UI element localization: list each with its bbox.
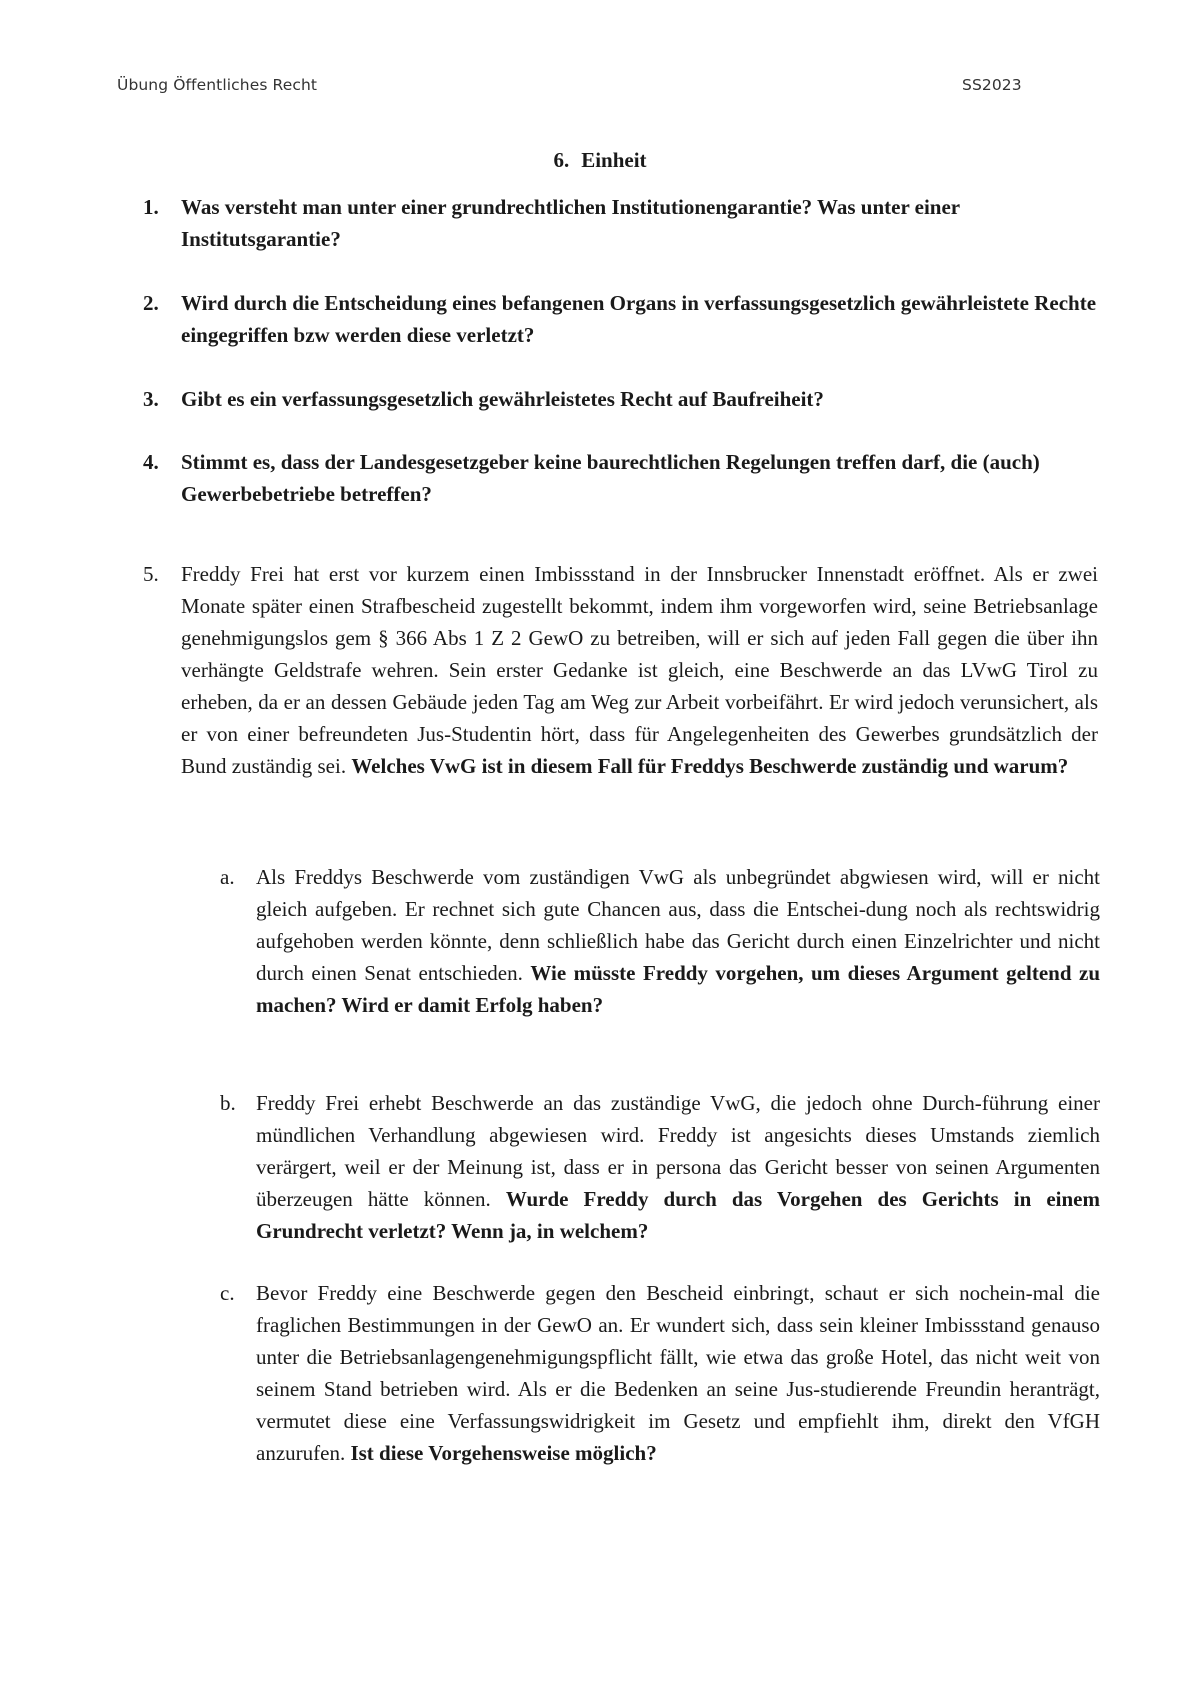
question-text: Was versteht man unter einer grundrechtlichen Institutionengarantie? Was unter einer Institutsgarantie? xyxy=(181,195,960,251)
subquestion-a xyxy=(220,861,1100,1021)
case-number: 5. xyxy=(143,562,159,586)
question-1 xyxy=(143,191,1093,255)
case-text: Freddy Frei hat erst vor kurzem einen Imbissstand in der Innsbrucker Innenstadt eröffnet. Als er zwei Monate später einen Strafbescheid zugestellt bekommt, indem ihm vorgeworfen wird, seine Betriebsanlage genehmigungslos gem § 366 Abs 1 Z 2 GewO zu betreiben, will er sich auf jeden Fall gegen die über ihn verhängte Geldstrafe wehren. Sein erster Gedanke ist gleich, eine Beschwerde an das LVwG Tirol zu erheben, da er an dessen Gebäude jeden Tag am Weg zur Arbeit vorbeifährt. Er wird jedoch verunsichert, als er von einer befreundeten Jus-Studentin hört, dass für Angelegenheiten des Gewerbes grundsätzlich der Bund zuständig sei. xyxy=(181,562,1098,778)
title-text: Einheit xyxy=(581,148,647,172)
header-course-title: Übung Öffentliches Recht xyxy=(117,76,318,94)
subquestion-question: Wurde Freddy durch das Vorgehen des Gerichts in einem Grundrecht verletzt? Wenn ja, in welchem? xyxy=(256,1187,1100,1243)
subquestion-question: Wie müsste Freddy vorgehen, um dieses Argument geltend zu machen? Wird er damit Erfolg haben? xyxy=(256,961,1101,1017)
header-semester: SS2023 xyxy=(962,76,1022,94)
subquestion-label: a. xyxy=(220,865,235,889)
question-2 xyxy=(143,287,1097,351)
subquestion-body xyxy=(256,1087,1100,1247)
subquestion-question: Ist diese Vorgehensweise möglich? xyxy=(350,1441,657,1465)
question-number: 2. xyxy=(143,291,159,315)
subquestion-b xyxy=(220,1087,1100,1247)
question-4 xyxy=(143,446,1093,510)
question-number: 3. xyxy=(143,387,159,411)
subquestion-c xyxy=(220,1277,1100,1469)
subquestion-label: b. xyxy=(220,1091,236,1115)
question-number: 1. xyxy=(143,195,159,219)
title-number: 6. xyxy=(553,148,570,172)
subquestion-label: c. xyxy=(220,1281,235,1305)
question-text: Stimmt es, dass der Landesgesetzgeber keine baurechtlichen Regelungen treffen darf, die (auch) Gewerbebetriebe betreffen? xyxy=(181,450,1040,506)
case-paragraph xyxy=(143,558,1098,782)
case-body xyxy=(181,558,1098,782)
question-text: Gibt es ein verfassungsgesetzlich gewährleistetes Recht auf Baufreiheit? xyxy=(181,387,824,411)
question-text: Wird durch die Entscheidung eines befangenen Organs in verfassungsgesetzlich gewährleistete Rechte eingegriffen bzw werden diese verletzt? xyxy=(181,291,1097,347)
subquestion-text: Bevor Freddy eine Beschwerde gegen den Bescheid einbringt, schaut er sich nochein-mal die fraglichen Bestimmungen in der GewO an. Er wundert sich, dass sein kleiner Imbissstand genauso unter die Betriebsanlagengenehmigungspflicht fällt, wie etwa das große Hotel, das nicht weit von seinem Stand betrieben wird. Als er die Bedenken an seine Jus-studierende Freundin heranträgt, vermutet diese eine Verfassungswidrigkeit im Gesetz und empfiehlt ihm, direkt den VfGH anzurufen. xyxy=(256,1281,1100,1465)
subquestion-text: Freddy Frei erhebt Beschwerde an das zuständige VwG, die jedoch ohne Durch-führung einer mündlichen Verhandlung abgewiesen wird. Freddy ist angesichts dieses Umstands ziemlich verärgert, weil er der Meinung ist, dass er in persona das Gericht besser von seinen Argumenten überzeugen hätte können. xyxy=(256,1091,1100,1211)
subquestion-body xyxy=(256,861,1100,1021)
subquestion-body xyxy=(256,1277,1100,1469)
case-question: Welches VwG ist in diesem Fall für Freddys Beschwerde zuständig und warum? xyxy=(351,754,1069,778)
question-3 xyxy=(143,383,1093,415)
page-title xyxy=(0,148,1200,173)
question-number: 4. xyxy=(143,450,159,474)
subquestion-text: Als Freddys Beschwerde vom zuständigen VwG als unbegründet abgwiesen wird, will er nicht gleich aufgeben. Er rechnet sich gute Chancen aus, dass die Entschei-dung noch als rechtswidrig aufgehoben werden könnte, denn schließlich habe das Gericht durch einen Einzelrichter und nicht durch einen Senat entschieden. xyxy=(256,865,1100,985)
